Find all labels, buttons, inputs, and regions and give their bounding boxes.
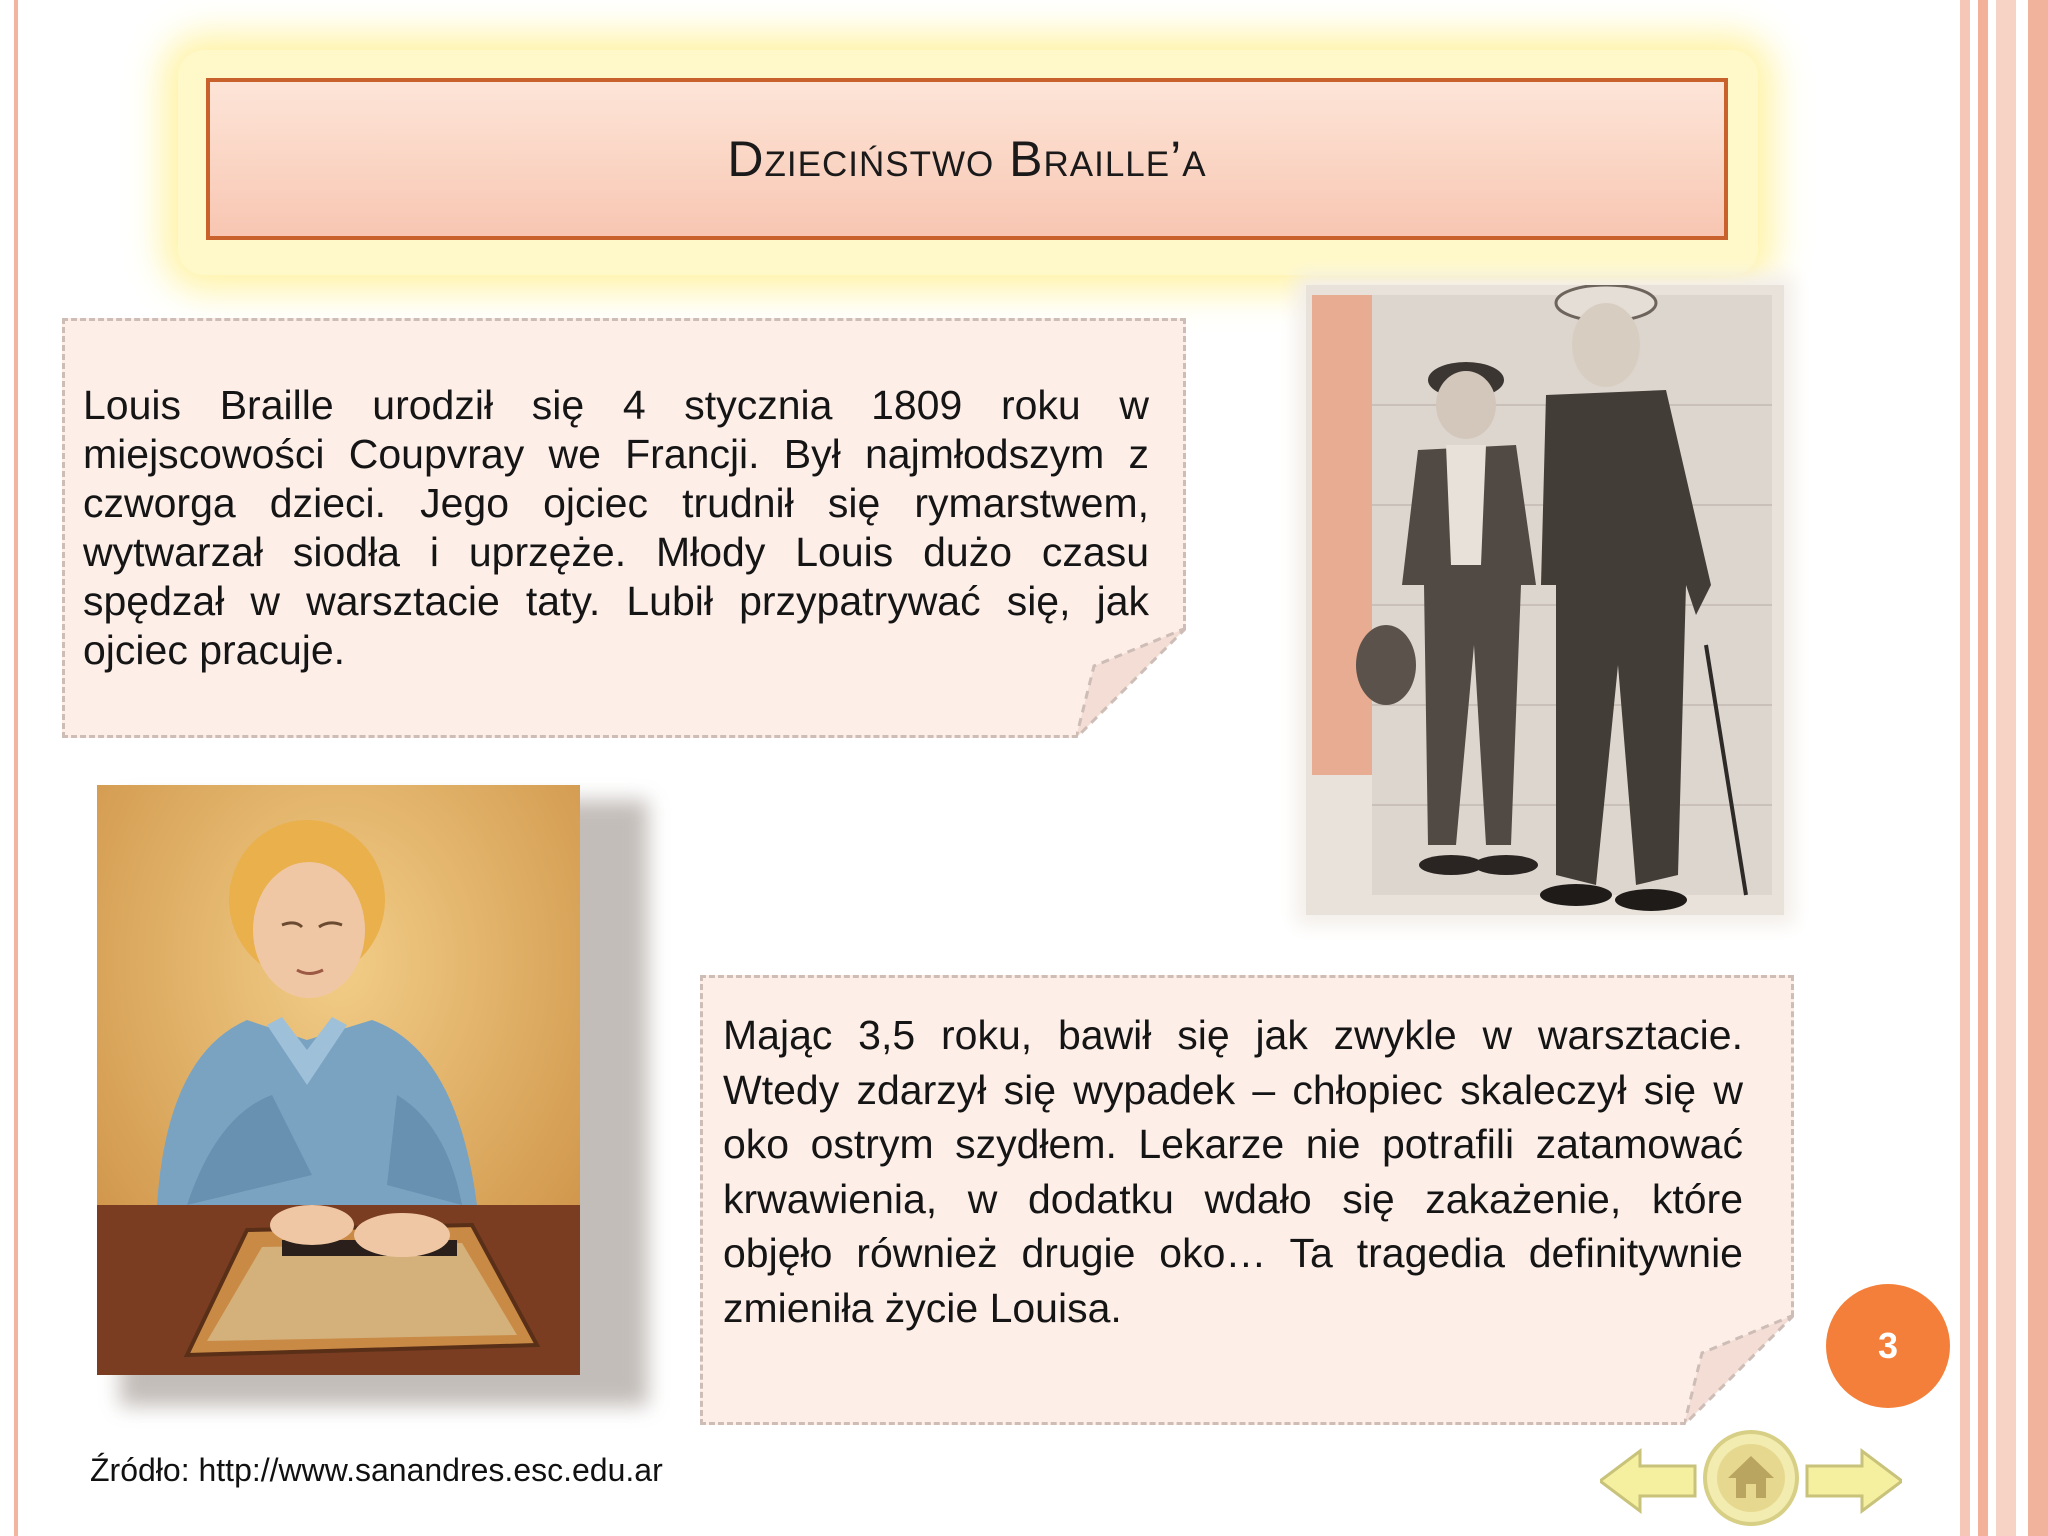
title-box	[206, 78, 1728, 240]
left-arrow-icon[interactable]	[1600, 1446, 1700, 1516]
text-box-childhood	[62, 318, 1186, 738]
page-curl-icon	[1076, 628, 1186, 738]
paragraph-birth: Louis Braille urodził się 4 stycznia 1809 roku w miejscowości Coupvray we Francji. Był najmłodszym z czworga dzieci. Jego ojciec trudnił się rymarstwem, wytwarzał siodła i uprzęże. Młody Louis dużo czasu spędzał w warsztacie taty. Lubił przypatrywać się, jak ojciec pracuje.	[83, 382, 1149, 673]
page-number-badge	[1826, 1284, 1950, 1408]
right-decorative-stripe	[1960, 0, 1970, 1536]
home-icon[interactable]	[1700, 1428, 1802, 1528]
paragraph-accident: Mając 3,5 roku, bawił się jak zwykle w warsztacie. Wtedy zdarzył się wypadek – chłopiec skaleczył się w oko ostrym szydłem. Lekarze nie potrafili zatamować krwawienia, w dodatku wdało się zakażenie, które objęło również drugie oko… Ta tragedia definitywnie zmieniła życie Louisa.	[723, 1012, 1743, 1331]
right-decorative-stripe	[1978, 0, 1988, 1536]
slide-title: Dzieciństwo Braille’a	[727, 131, 1207, 187]
painting-boy-reading-image	[97, 785, 580, 1375]
left-decorative-rule	[14, 0, 18, 1536]
right-arrow-icon[interactable]	[1802, 1446, 1902, 1516]
right-decorative-stripe	[2028, 0, 2048, 1536]
source-citation: Źródło: http://www.sanandres.esc.edu.ar	[90, 1452, 663, 1488]
text-box-accident	[700, 975, 1794, 1425]
engraving-two-boys-image	[1306, 285, 1784, 915]
page-curl-icon	[1684, 1315, 1794, 1425]
right-decorative-stripe	[1996, 0, 2016, 1536]
page-number: 3	[1877, 1325, 1899, 1366]
navigation-bar	[1600, 1428, 1900, 1528]
